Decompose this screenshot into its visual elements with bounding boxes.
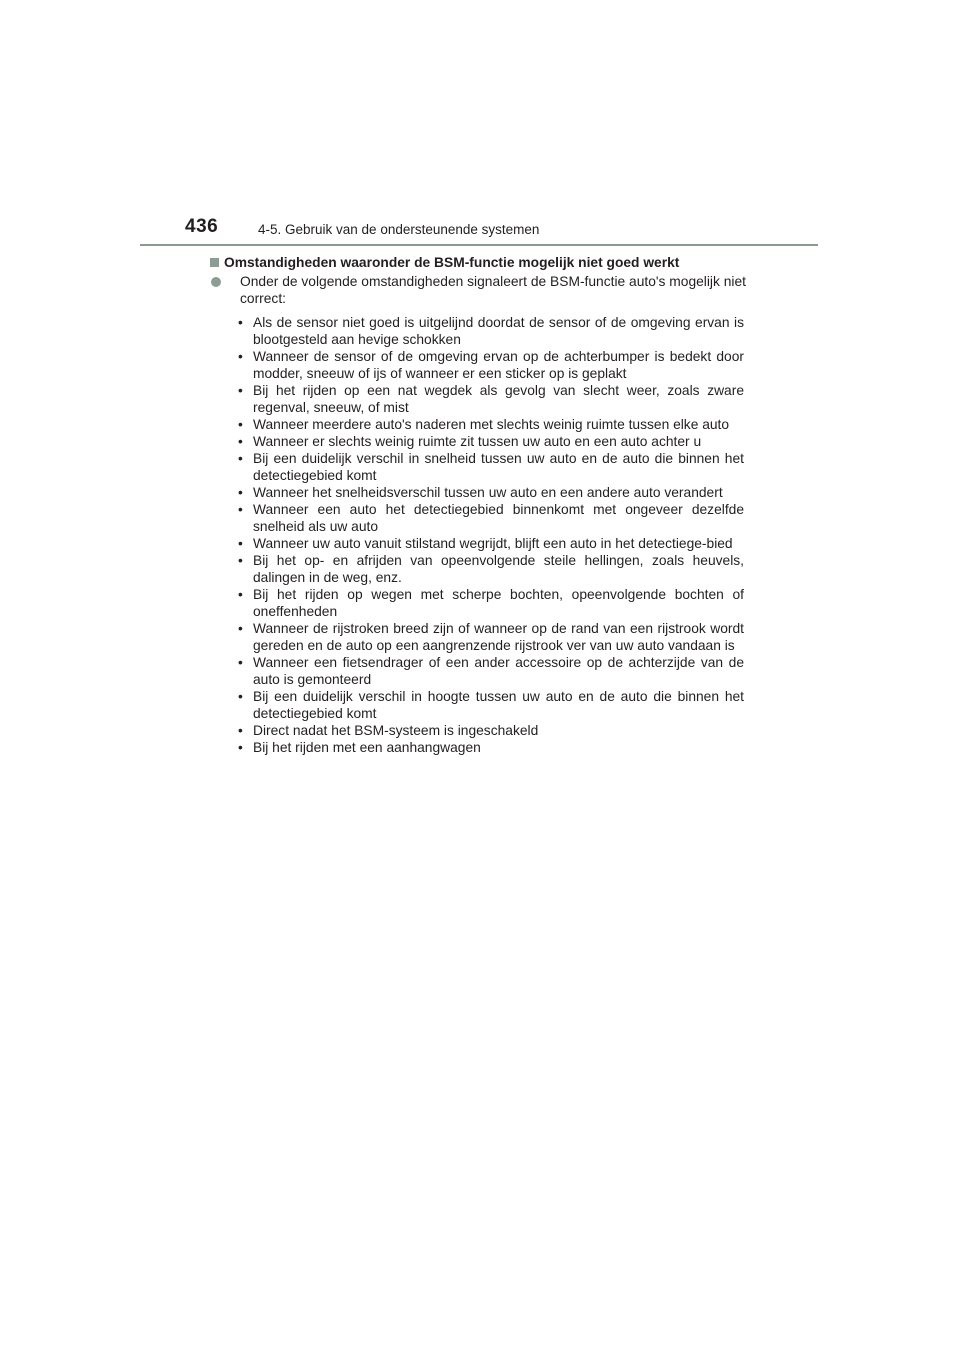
list-item-text: Wanneer meerdere auto's naderen met slechts weinig ruimte tussen elke auto	[253, 417, 730, 432]
list-item	[238, 620, 744, 654]
list-item	[238, 382, 744, 416]
list-item-text: Bij een duidelijk verschil in hoogte tussen uw auto en de auto die binnen het detectiegebied komt	[253, 689, 744, 721]
bullet-marker: •	[238, 485, 243, 500]
list-item-text: Bij het op- en afrijden van opeenvolgende steile hellingen, zoals heuvels, dalingen in de weg, enz.	[253, 553, 744, 585]
list-item	[238, 688, 744, 722]
bullet-marker: •	[238, 621, 243, 636]
bullet-marker: •	[238, 740, 243, 755]
bullet-marker: •	[238, 349, 243, 364]
list-item	[238, 433, 744, 450]
list-item	[238, 739, 744, 756]
list-item	[238, 535, 744, 552]
list-item-text: Wanneer een fietsendrager of een ander accessoire op de achterzijde van de auto is gemonteerd	[253, 655, 744, 687]
list-item	[238, 314, 744, 348]
bullet-marker: •	[238, 502, 243, 517]
list-item	[238, 501, 744, 535]
circle-bullet-icon	[211, 277, 221, 287]
bullet-marker: •	[238, 315, 243, 330]
bullet-marker: •	[238, 587, 243, 602]
list-item-text: Als de sensor niet goed is uitgelijnd doordat de sensor of de omgeving ervan is blootgesteld aan hevige schokken	[253, 315, 744, 347]
list-item-text: Wanneer het snelheidsverschil tussen uw auto en een andere auto verandert	[253, 485, 723, 500]
bullet-marker: •	[238, 655, 243, 670]
bullet-marker: •	[238, 553, 243, 568]
list-item-text: Bij het rijden op wegen met scherpe bochten, opeenvolgende bochten of oneffenheden	[253, 587, 744, 619]
bullet-marker: •	[238, 536, 243, 551]
list-item	[238, 416, 744, 433]
list-item-text: Wanneer er slechts weinig ruimte zit tussen uw auto en een auto achter u	[253, 434, 702, 449]
bullet-marker: •	[238, 417, 243, 432]
list-item	[238, 722, 744, 739]
bullet-marker: •	[238, 434, 243, 449]
page-number: 436	[185, 216, 219, 237]
list-item	[238, 348, 744, 382]
square-bullet-icon	[210, 258, 219, 267]
list-item	[238, 586, 744, 620]
list-item-text: Wanneer de rijstroken breed zijn of wanneer op de rand van een rijstrook wordt gereden en de auto op een aangrenzende rijstrook ver van uw auto vandaan is	[253, 621, 744, 653]
intro-text: Onder de volgende omstandigheden signaleert de BSM-functie auto's mogelijk niet correct:	[240, 274, 746, 306]
list-item	[238, 450, 744, 484]
header-divider	[140, 244, 818, 246]
conditions-list	[238, 314, 744, 756]
intro-paragraph	[222, 273, 746, 307]
list-item	[238, 484, 744, 501]
list-item-text: Bij het rijden op een nat wegdek als gevolg van slecht weer, zoals zware regenval, sneeuw, of mist	[253, 383, 744, 415]
bullet-marker: •	[238, 689, 243, 704]
chapter-title: 4-5. Gebruik van de ondersteunende systemen	[258, 222, 540, 237]
list-item-text: Bij het rijden met een aanhangwagen	[253, 740, 481, 755]
section-heading	[210, 255, 770, 270]
list-item-text: Direct nadat het BSM-systeem is ingeschakeld	[253, 723, 539, 738]
bullet-marker: •	[238, 451, 243, 466]
list-item-text: Bij een duidelijk verschil in snelheid tussen uw auto en de auto die binnen het detectiegebied komt	[253, 451, 744, 483]
list-item-text: Wanneer de sensor of de omgeving ervan op de achterbumper is bedekt door modder, sneeuw of ijs of wanneer er een sticker op is geplakt	[253, 349, 744, 381]
list-item	[238, 654, 744, 688]
list-item	[238, 552, 744, 586]
list-item-text: Wanneer uw auto vanuit stilstand wegrijdt, blijft een auto in het detectiege-bied	[253, 536, 733, 551]
bullet-marker: •	[238, 383, 243, 398]
list-item-text: Wanneer een auto het detectiegebied binnenkomt met ongeveer dezelfde snelheid als uw auto	[253, 502, 744, 534]
section-heading-text: Omstandigheden waaronder de BSM-functie mogelijk niet goed werkt	[224, 255, 680, 270]
bullet-marker: •	[238, 723, 243, 738]
